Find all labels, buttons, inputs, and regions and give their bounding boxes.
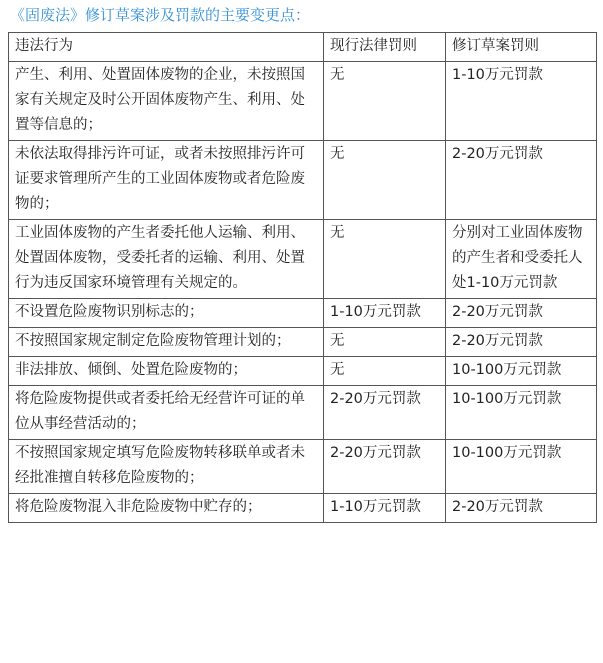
row-current-penalty: 1-10万元罚款	[324, 299, 446, 328]
table-row	[9, 141, 597, 220]
table-row	[9, 494, 597, 523]
header-draft-penalty: 修订草案罚则	[446, 33, 597, 62]
table-row	[9, 299, 597, 328]
row-current-penalty: 无	[324, 62, 446, 141]
row-draft-penalty: 2-20万元罚款	[446, 328, 597, 357]
table-row	[9, 62, 597, 141]
row-draft-penalty: 2-20万元罚款	[446, 494, 597, 523]
row-behavior: 非法排放、倾倒、处置危险废物的；	[9, 357, 324, 386]
row-current-penalty: 无	[324, 141, 446, 220]
header-behavior: 违法行为	[9, 33, 324, 62]
row-current-penalty: 1-10万元罚款	[324, 494, 446, 523]
fines-comparison-table	[8, 32, 597, 523]
row-current-penalty: 无	[324, 357, 446, 386]
row-behavior: 将危险废物混入非危险废物中贮存的；	[9, 494, 324, 523]
table-row	[9, 440, 597, 494]
header-current-penalty: 现行法律罚则	[324, 33, 446, 62]
table-row	[9, 220, 597, 299]
watermark-overlay	[438, 604, 598, 634]
row-behavior: 将危险废物提供或者委托给无经营许可证的单位从事经营活动的；	[9, 386, 324, 440]
row-draft-penalty: 1-10万元罚款	[446, 62, 597, 141]
row-behavior: 不按照国家规定制定危险废物管理计划的；	[9, 328, 324, 357]
row-draft-penalty: 2-20万元罚款	[446, 299, 597, 328]
row-current-penalty: 2-20万元罚款	[324, 440, 446, 494]
row-draft-penalty: 10-100万元罚款	[446, 357, 597, 386]
table-caption: 《固废法》修订草案涉及罚款的主要变更点：	[10, 6, 311, 24]
table-header-row	[9, 33, 597, 62]
row-draft-penalty: 2-20万元罚款	[446, 141, 597, 220]
row-behavior: 产生、利用、处置固体废物的企业，未按照国家有关规定及时公开固体废物产生、利用、处置等信息的；	[9, 62, 324, 141]
row-behavior: 不按照国家规定填写危险废物转移联单或者未经批准擅自转移危险废物的；	[9, 440, 324, 494]
row-current-penalty: 2-20万元罚款	[324, 386, 446, 440]
row-behavior: 工业固体废物的产生者委托他人运输、利用、处置固体废物，受委托者的运输、利用、处置行为违反国家环境管理有关规定的。	[9, 220, 324, 299]
table-row	[9, 386, 597, 440]
row-draft-penalty: 10-100万元罚款	[446, 386, 597, 440]
row-current-penalty: 无	[324, 220, 446, 299]
table-row	[9, 328, 597, 357]
row-current-penalty: 无	[324, 328, 446, 357]
row-draft-penalty: 10-100万元罚款	[446, 440, 597, 494]
row-draft-penalty: 分别对工业固体废物的产生者和受委托人处1-10万元罚款	[446, 220, 597, 299]
row-behavior: 未依法取得排污许可证，或者未按照排污许可证要求管理所产生的工业固体废物或者危险废物的；	[9, 141, 324, 220]
row-behavior: 不设置危险废物识别标志的；	[9, 299, 324, 328]
table-row	[9, 357, 597, 386]
